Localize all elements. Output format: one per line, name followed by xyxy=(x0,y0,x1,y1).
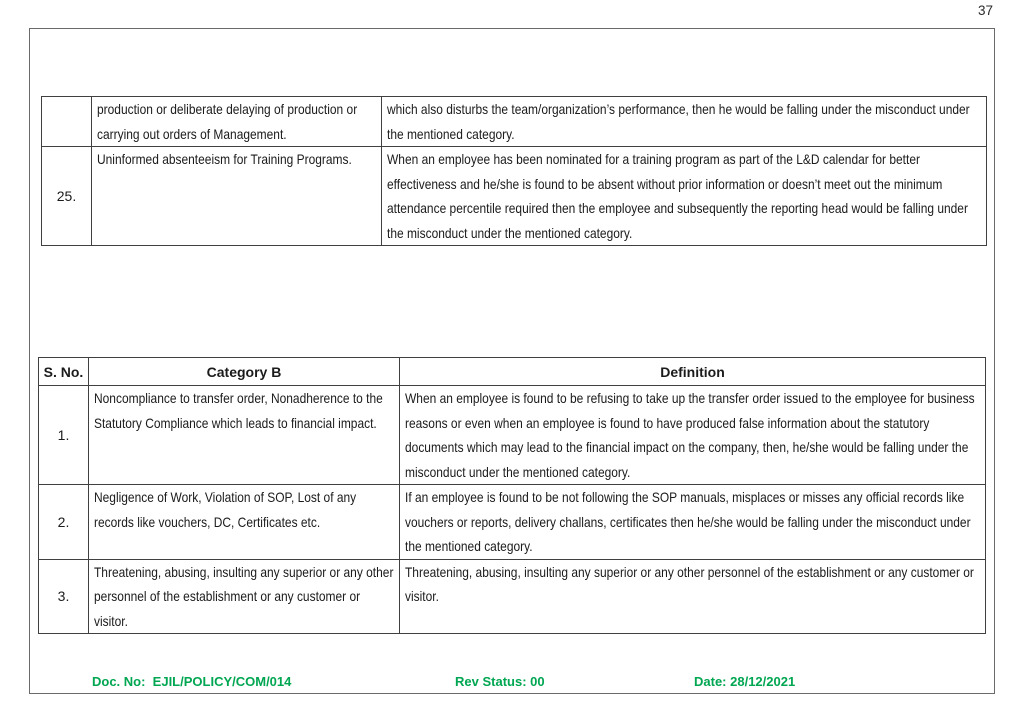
serial-cell: 25. xyxy=(42,147,92,246)
category-cell: production or deliberate delaying of production or carrying out orders of Management. xyxy=(92,97,382,147)
category-cell: Negligence of Work, Violation of SOP, Lost of any records like vouchers, DC, Certificates etc. xyxy=(89,485,400,560)
doc-number: Doc. No: EJIL/POLICY/COM/014 xyxy=(92,674,292,689)
table-row xyxy=(39,559,986,634)
misconduct-table-continued xyxy=(41,96,987,246)
table-row xyxy=(42,147,987,246)
serial-cell: 2. xyxy=(39,485,89,560)
category-b-table xyxy=(38,357,986,634)
table-row xyxy=(39,386,986,485)
category-cell: Noncompliance to transfer order, Nonadherence to the Statutory Compliance which leads to financial impact. xyxy=(89,386,400,485)
doc-date: Date: 28/12/2021 xyxy=(694,674,796,689)
serial-cell: 1. xyxy=(39,386,89,485)
serial-cell xyxy=(42,97,92,147)
table-row xyxy=(39,485,986,560)
definition-cell: Threatening, abusing, insulting any superior or any other personnel of the establishment or any customer or visitor. xyxy=(400,559,986,634)
category-cell: Threatening, abusing, insulting any superior or any other personnel of the establishment or any customer or visitor. xyxy=(89,559,400,634)
category-cell: Uninformed absenteeism for Training Programs. xyxy=(92,147,382,246)
page-number: 37 xyxy=(977,3,993,18)
definition-cell: which also disturbs the team/organization’s performance, then he would be falling under the misconduct under the mentioned category. xyxy=(382,97,987,147)
serial-cell: 3. xyxy=(39,559,89,634)
definition-cell: If an employee is found to be not following the SOP manuals, misplaces or misses any official records like vouchers or reports, delivery challans, certificates then he/she would be falling under the misconduct under the mentioned category. xyxy=(400,485,986,560)
header-category-b: Category B xyxy=(89,358,400,386)
rev-status: Rev Status: 00 xyxy=(455,674,545,689)
header-s-no: S. No. xyxy=(39,358,89,386)
table-header-row xyxy=(39,358,986,386)
definition-cell: When an employee is found to be refusing to take up the transfer order issued to the employee for business reasons or even when an employee is found to have produced false information about the statutory documents which may lead to the financial impact on the company, then, he/she would be falling under the misconduct under the mentioned category. xyxy=(400,386,986,485)
header-definition: Definition xyxy=(400,358,986,386)
table-row xyxy=(42,97,987,147)
definition-cell: When an employee has been nominated for a training program as part of the L&D calendar for better effectiveness and he/she is found to be absent without prior information or doesn’t meet out the minimum attendance percentile required then the employee and subsequently the reporting head would be falling under the misconduct under the mentioned category. xyxy=(382,147,987,246)
